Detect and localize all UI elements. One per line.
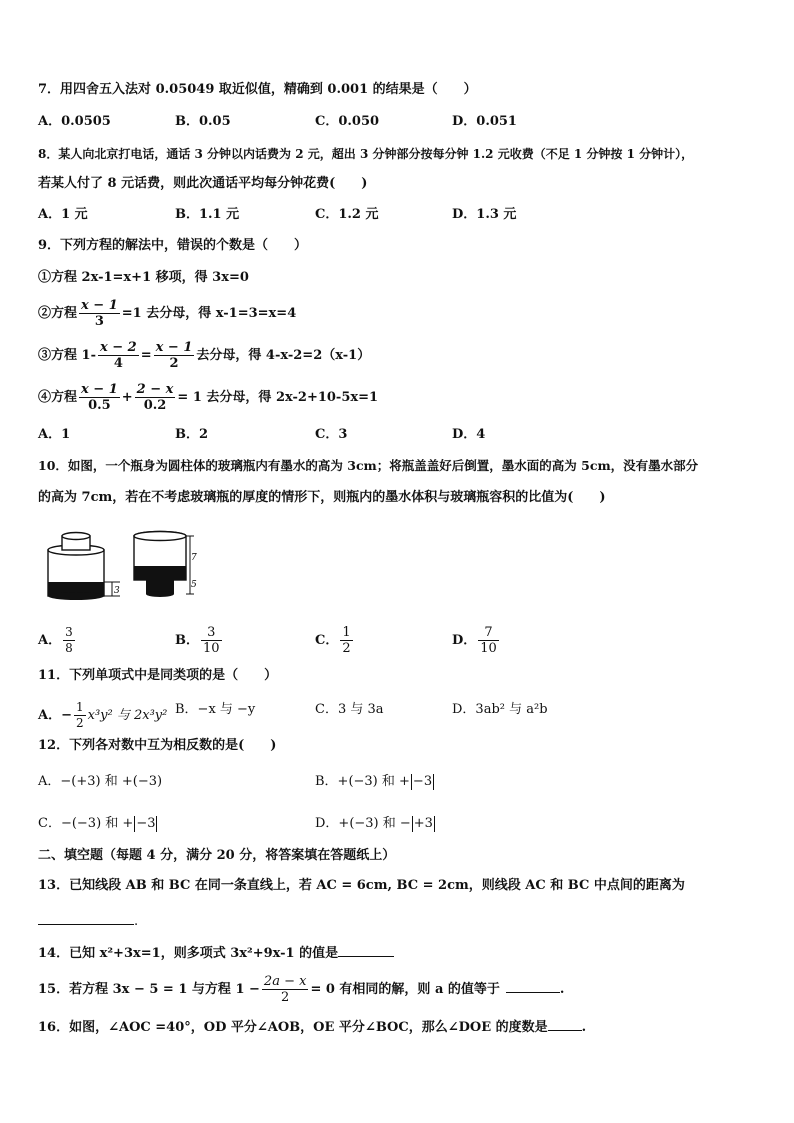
abs-bar xyxy=(156,816,157,832)
q10-a-fraction xyxy=(63,625,75,656)
q10-d-fraction xyxy=(478,625,499,656)
q9-s4-suffix: = 1 去分母，得 2x-2+10-5x=1 xyxy=(177,390,379,405)
q12-d-value: +3 xyxy=(413,816,433,831)
q12-option-c xyxy=(38,814,158,834)
q13-stem: 13．已知线段 AB 和 BC 在同一条直线上，若 AC = 6cm, BC = 2cm，则线段 AC 和 BC 中点间的距离为 xyxy=(38,878,685,893)
q13-blank[interactable] xyxy=(38,912,134,925)
q12-option-b xyxy=(315,772,435,792)
q9-s2-numerator: x − 1 xyxy=(81,298,118,313)
q16-line xyxy=(38,1018,586,1038)
q16-blank[interactable] xyxy=(548,1018,582,1031)
q15-suffix: = 0 有相同的解，则 a 的值等于 xyxy=(310,982,500,997)
q9-s2-prefix: ②方程 xyxy=(38,306,78,321)
upright-bottle xyxy=(48,533,120,601)
q8-option-a: A．1 元 xyxy=(38,207,88,222)
q10-c-num: 1 xyxy=(342,625,351,640)
q10-option-c xyxy=(315,625,355,656)
q8-stem-line1: 8．某人向北京打电话，通话 3 分钟以内话费为 2 元，超出 3 分钟部分按每分钟 1.2 元收费（不足 1 分钟按 1 分钟计）， xyxy=(38,147,694,161)
q10-stem-line1: 10．如图，一个瓶身为圆柱体的玻璃瓶内有墨水的高为 3cm；将瓶盖盖好后倒置，墨水面的高为 5cm，没有墨水部分 xyxy=(38,458,699,473)
inverted-bottle xyxy=(134,532,194,598)
q11-a-fraction xyxy=(74,700,86,731)
q12-b-value: −3 xyxy=(412,774,433,789)
q15-numerator: 2a − x xyxy=(263,974,307,989)
q10-option-d xyxy=(452,625,501,656)
q15-tail: . xyxy=(559,982,565,997)
abs-bar xyxy=(411,774,412,790)
q11-a-suffix: x³y² 与 2x³y² xyxy=(87,708,168,723)
q9-s3-equals: = xyxy=(140,348,152,363)
q14-line xyxy=(38,944,394,964)
q10-b-label: B． xyxy=(175,633,199,648)
q9-s3-fraction-2 xyxy=(154,340,195,371)
q9-s2-fraction xyxy=(79,298,120,329)
q10-a-num: 3 xyxy=(65,625,73,639)
q9-s3-suffix: 去分母，得 4-x-2=2（x-1） xyxy=(196,348,371,363)
q12-option-a: A．−(+3) 和 +(−3) xyxy=(38,774,163,789)
q9-s3-numerator-1: x − 2 xyxy=(99,340,137,355)
q9-option-c: C．3 xyxy=(315,427,348,442)
q7-option-d: D．0.051 xyxy=(452,114,517,129)
q8-stem-line2: 若某人付了 8 元话费，则此次通话平均每分钟花费( ) xyxy=(38,176,368,191)
q9-s4-fraction-1 xyxy=(79,382,120,413)
q11-a-num: 1 xyxy=(75,700,84,714)
q11-option-b: B．−x 与 −y xyxy=(175,702,256,717)
q9-s2-denominator: 3 xyxy=(94,314,104,329)
q7-stem: 7．用四舍五入法对 0.05049 取近似值，精确到 0.001 的结果是（ ） xyxy=(38,82,477,97)
fig-label-5: 5 xyxy=(191,580,197,590)
q7-option-b: B．0.05 xyxy=(175,114,231,129)
q9-s3-denominator-2: 2 xyxy=(169,356,179,371)
q13-answer-line xyxy=(38,912,138,932)
q9-s3-denominator-1: 4 xyxy=(113,356,123,371)
q10-b-num: 3 xyxy=(201,625,222,641)
q7-option-c: C．0.050 xyxy=(315,114,380,129)
q12-b-prefix: B．+(−3) 和 + xyxy=(315,774,410,789)
q8-option-d: D．1.3 元 xyxy=(452,207,517,222)
fig-label-3: 3 xyxy=(114,586,120,596)
q11-stem: 11．下列单项式中是同类项的是（ ） xyxy=(38,668,278,683)
q10-option-b xyxy=(175,625,224,656)
q9-s4-denominator-2: 0.2 xyxy=(143,398,167,413)
q12-d-prefix: D．+(−3) 和 − xyxy=(315,816,411,831)
q10-b-den: 10 xyxy=(203,641,220,656)
q9-s4-numerator-2: 2 − x xyxy=(136,382,174,397)
q10-d-den: 10 xyxy=(480,641,497,656)
q14-stem: 14．已知 x²+3x=1，则多项式 3x²+9x-1 的值是 xyxy=(38,946,339,961)
q9-s3-numerator-2: x − 1 xyxy=(155,340,193,355)
q16-tail: . xyxy=(581,1020,587,1035)
q8-option-b: B．1.1 元 xyxy=(175,207,240,222)
q12-c-prefix: C．−(−3) 和 + xyxy=(38,816,134,831)
q11-option-c: C．3 与 3a xyxy=(315,702,384,717)
q9-statement-1: ①方程 2x-1=x+1 移项，得 3x=0 xyxy=(38,270,249,285)
q9-s4-numerator-1: x − 1 xyxy=(81,382,118,397)
q14-blank[interactable] xyxy=(338,944,394,957)
q9-statement-2 xyxy=(38,298,296,329)
q7-option-a: A．0.0505 xyxy=(38,114,111,129)
q10-c-den: 2 xyxy=(342,641,351,656)
q10-c-fraction xyxy=(340,625,352,656)
q9-s2-suffix: =1 去分母，得 x-1=3=x=4 xyxy=(121,306,297,321)
fig-label-7: 7 xyxy=(191,553,197,563)
q9-stem: 9．下列方程的解法中，错误的个数是（ ） xyxy=(38,238,308,253)
q9-statement-3 xyxy=(38,340,370,371)
abs-bar xyxy=(434,816,435,832)
q8-option-c: C．1.2 元 xyxy=(315,207,379,222)
q9-s3-prefix: ③方程 1- xyxy=(38,348,96,363)
q11-option-d: D．3ab² 与 a²b xyxy=(452,702,548,717)
q10-d-label: D． xyxy=(452,633,477,648)
section-2-heading: 二、填空题（每题 4 分，满分 20 分，将答案填在答题纸上） xyxy=(38,848,396,863)
q11-a-den: 2 xyxy=(75,716,84,730)
q9-s4-prefix: ④方程 xyxy=(38,390,78,405)
q9-s3-fraction-1 xyxy=(98,340,139,371)
q12-c-value: −3 xyxy=(136,816,156,831)
q11-a-prefix: A．− xyxy=(38,708,72,723)
q11-option-a xyxy=(38,700,167,731)
q10-a-label: A． xyxy=(38,633,62,648)
abs-bar xyxy=(412,816,413,832)
q10-b-fraction xyxy=(201,625,222,656)
q10-a-den: 8 xyxy=(65,641,73,655)
abs-bar xyxy=(433,774,434,790)
q10-option-a xyxy=(38,625,77,656)
q15-denominator: 2 xyxy=(281,990,290,1005)
q10-stem-line2: 的高为 7cm，若在不考虑玻璃瓶的厚度的情形下，则瓶内的墨水体积与玻璃瓶容积的比值为( ) xyxy=(38,490,606,505)
q10-d-num: 7 xyxy=(478,625,499,641)
q15-fraction xyxy=(262,974,309,1005)
q15-line xyxy=(38,974,564,1005)
q12-stem: 12．下列各对数中互为相反数的是( ) xyxy=(38,738,277,753)
q13-tail: . xyxy=(134,914,139,929)
q12-option-d xyxy=(315,814,436,834)
q9-s4-denominator-1: 0.5 xyxy=(88,398,111,413)
q9-s4-plus: + xyxy=(121,390,133,405)
ink-bottle-figure xyxy=(40,528,200,604)
q9-s4-fraction-2 xyxy=(135,382,176,413)
q15-prefix: 15．若方程 3x − 5 = 1 与方程 1 − xyxy=(38,982,260,997)
q10-c-label: C． xyxy=(315,633,339,648)
q9-statement-4 xyxy=(38,382,378,413)
q9-option-a: A．1 xyxy=(38,427,71,442)
q9-option-b: B．2 xyxy=(175,427,209,442)
q9-option-d: D．4 xyxy=(452,427,486,442)
q16-stem: 16．如图，∠AOC =40°，OD 平分∠AOB，OE 平分∠BOC，那么∠DOE 的度数是 xyxy=(38,1020,548,1035)
q15-blank[interactable] xyxy=(506,980,560,993)
